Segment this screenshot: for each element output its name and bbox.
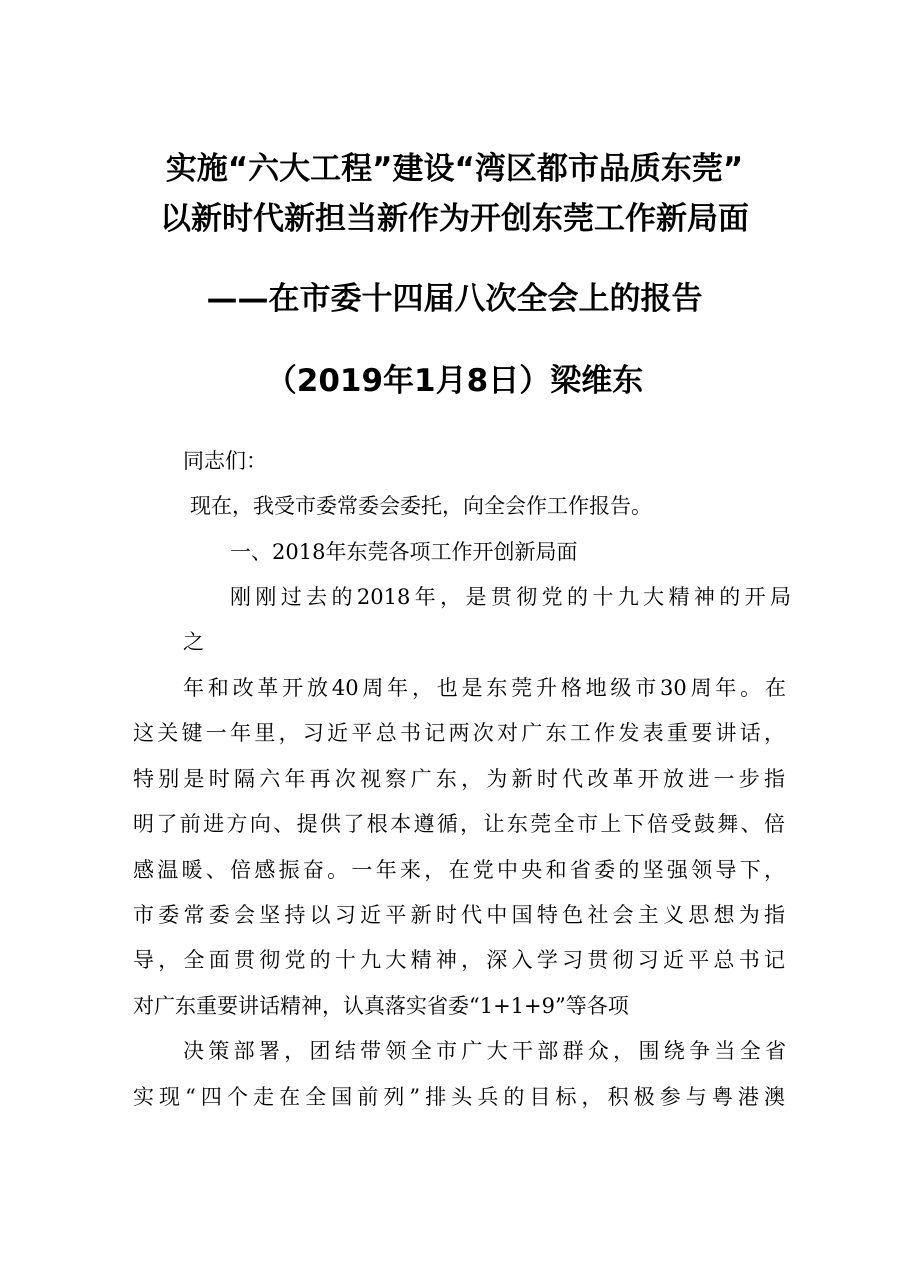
section-heading: 一、2018年东莞各项工作开创新局面 [230, 540, 578, 564]
body-line: 刚刚过去的2018年，是贯彻党的十九大精神的开局 [230, 585, 791, 609]
title-line-1: 实施“六大工程”建设“湾区都市品质东莞” [165, 151, 744, 187]
date-author-line: （2019年1月8日）梁维东 [265, 363, 644, 399]
body-line: 现在，我受市委常委会委托，向全会作工作报告。 [190, 494, 652, 518]
body-line: 明了前进方向、提供了根本遵循，让东莞全市上下倍受鼓舞、倍 [133, 812, 785, 836]
body-line: 导，全面贯彻党的十九大精神，深入学习贯彻习近平总书记 [133, 948, 785, 972]
subtitle: ——在市委十四届八次全会上的报告 [206, 281, 703, 317]
body-line: 这关键一年里，习近平总书记两次对广东工作发表重要讲话， [133, 721, 785, 745]
body-line: 特别是时隔六年再次视察广东，为新时代改革开放进一步指 [133, 767, 785, 791]
body-line: 感温暖、倍感振奋。一年来，在党中央和省委的坚强领导下， [133, 858, 785, 882]
salutation: 同志们： [183, 449, 267, 473]
body-line: 市委常委会坚持以习近平新时代中国特色社会主义思想为指 [133, 903, 785, 927]
body-line: 年和改革开放40周年，也是东莞升格地级市30周年。在 [183, 676, 786, 700]
title-line-2: 以新时代新担当新作为开创东莞工作新局面 [160, 201, 749, 237]
body-line: 之 [183, 630, 204, 654]
body-line: 决策部署，团结带领全市广大干部群众，围绕争当全省 [183, 1039, 786, 1063]
body-line: 实现“四个走在全国前列”排头兵的目标，积极参与粤港澳 [133, 1085, 785, 1109]
body-line: 对广东重要讲话精神，认真落实省委“1+1+9”等各项 [133, 994, 629, 1018]
